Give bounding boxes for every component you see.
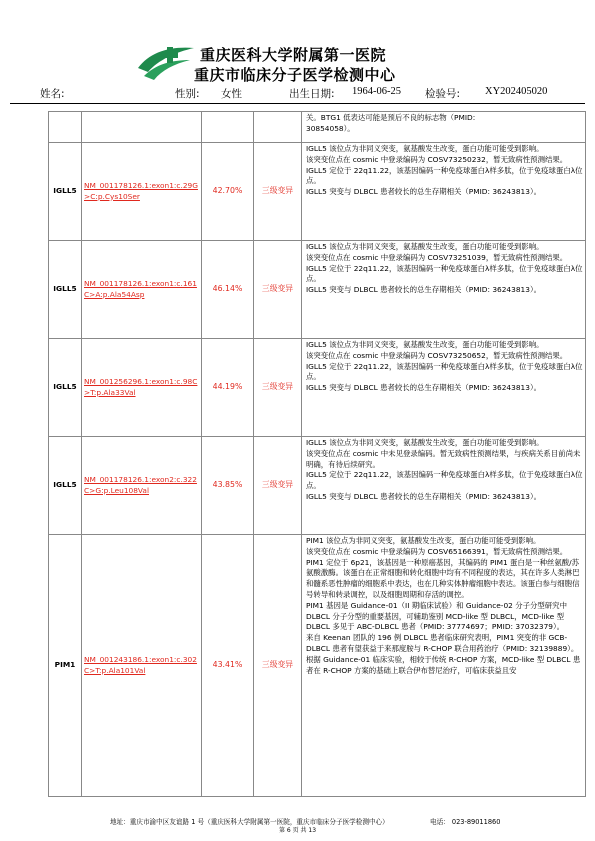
description-line: IGLL5 定位于 22q11.22，该基因编码一种免疫球蛋白λ样多肽，位于免疫球蛋白λ位点。 [306, 263, 583, 284]
table-row [49, 241, 586, 339]
description-cell [302, 339, 586, 437]
table-row [49, 143, 586, 241]
description-line: IGLL5 突变与 DLBCL 患者较长的总生存期相关（PMID: 36243813）。 [306, 285, 542, 295]
description-line: IGLL5 定位于 22q11.22，该基因编码一种免疫球蛋白λ样多肽，位于免疫球蛋白λ位点。 [306, 361, 583, 382]
center-name: 重庆市临床分子医学检测中心 [194, 66, 396, 84]
description-cell [302, 143, 586, 241]
mutation-text: NM_001178126.1:exon2:c.322C>G:p.Leu108Val [84, 475, 197, 495]
description-line: IGLL5 突变与 DLBCL 患者较长的总生存期相关（PMID: 36243813）。 [306, 491, 542, 501]
description-line: IGLL5 该位点为非同义突变，氨基酸发生改变，蛋白功能可能受到影响。 [306, 438, 544, 447]
dob-label: 出生日期: [289, 88, 335, 100]
description-line: IGLL5 该位点为非同义突变，氨基酸发生改变，蛋白功能可能受到影响。 [306, 340, 544, 349]
level-cell [254, 112, 302, 143]
description-cell [302, 112, 586, 143]
table-row [49, 535, 586, 797]
level-cell: 三级变异 [254, 143, 302, 241]
footer-phone: 电话： 023-89011860 [430, 818, 501, 826]
description-line: 该突变位点在 cosmic 中登录编码为 COSV73251039，暂无致病性预测结果。 [306, 252, 568, 262]
table-row [49, 437, 586, 535]
patient-info-bar [0, 86, 595, 102]
vaf-cell: 43.41% [202, 535, 254, 797]
level-cell: 三级变异 [254, 339, 302, 437]
mutation-cell [82, 112, 202, 143]
vaf-cell: 43.85% [202, 437, 254, 535]
description-line: PIM1 基因是 Guidance-01（II 期临床试验）和 Guidance-02 分子分型研究中 DLBCL 分子分型的重要基因，可辅助鉴别 MCD-like 型 DLBCL，MCD-like 型 DLBCL 多见于 ABC-DLBCL 患者（PMID: 37774697；PMID: 37032379）。 [306, 600, 567, 632]
table-row [49, 339, 586, 437]
mutation-cell [82, 143, 202, 241]
description-line: PIM1 该位点为非同义突变，氨基酸发生改变，蛋白功能可能受到影响。 [306, 536, 541, 545]
level-cell: 三级变异 [254, 535, 302, 797]
hospital-name: 重庆医科大学附属第一医院 [200, 46, 387, 64]
gene-cell: PIM1 [49, 535, 82, 797]
mutation-text: NM_001243186.1:exon1:c.302C>T:p.Ala101Val [84, 655, 197, 675]
description-line: IGLL5 定位于 22q11.22，该基因编码一种免疫球蛋白λ样多肽，位于免疫球蛋白λ位点。 [306, 470, 583, 491]
gene-cell: IGLL5 [49, 339, 82, 437]
mutation-text: NM_001178126.1:exon1:c.29G>C:p.Cys10Ser [84, 181, 198, 201]
mutation-cell [82, 437, 202, 535]
description-line: IGLL5 定位于 22q11.22，该基因编码一种免疫球蛋白λ样多肽，位于免疫球蛋白λ位点。 [306, 165, 583, 186]
level-cell: 三级变异 [254, 437, 302, 535]
description-line: IGLL5 该位点为非同义突变，氨基酸发生改变，蛋白功能可能受到影响。 [306, 242, 544, 251]
description-line: PIM1 定位于 6p21，该基因是一种原癌基因，其编码的 PIM1 蛋白是一种丝氨酸/苏氨酸激酶。该蛋白在正常细胞和转化细胞中均有不同程度的表达，其在许多人类淋巴和髓系恶性肿瘤的细胞系中表达，也在几种实体肿瘤细胞中表达。该蛋白参与细胞信号转导和转录调控，以及细胞周期和存活的调控。 [306, 557, 580, 599]
mutation-text: NM_001256296.1:exon1:c.98C>T:p.Ala33Val [84, 377, 198, 397]
description-line: 该突变位点在 cosmic 中登录编码为 COSV65166391，暂无致病性预测结果。 [306, 546, 568, 556]
description-line: IGLL5 突变与 DLBCL 患者较长的总生存期相关（PMID: 36243813）。 [306, 187, 542, 197]
mutation-table [48, 111, 586, 797]
mutation-cell [82, 535, 202, 797]
sex-label: 性别: [175, 88, 200, 100]
description-line: 该突变位点在 cosmic 中登录编码为 COSV73250652，暂无致病性预测结果。 [306, 350, 568, 360]
vaf-cell: 46.14% [202, 241, 254, 339]
gene-cell: IGLL5 [49, 241, 82, 339]
gene-cell: IGLL5 [49, 437, 82, 535]
id-value: XY202405020 [485, 86, 548, 97]
page-number: 第 6 页 共 13 [278, 827, 317, 834]
description-line: 该突变位点在 cosmic 中未见登录编码。暂无致病性预测结果，与疾病关系目前尚未明确，有待后续研究。 [306, 448, 581, 469]
description-cell [302, 437, 586, 535]
mutation-cell [82, 241, 202, 339]
name-label: 姓名: [40, 88, 65, 100]
description-cell [302, 535, 586, 797]
description-line: 该突变位点在 cosmic 中登录编码为 COSV73250232，暂无致病性预测结果。 [306, 154, 568, 164]
gene-cell [49, 112, 82, 143]
dob-value: 1964-06-25 [352, 86, 401, 97]
description-line: 来自 Keenan 团队的 196 例 DLBCL 患者临床研究表明，PIM1 突变的非 GCB-DLBCL 患者有望获益于来那度胺与 R-CHOP 联合用药治疗（PMID: 32139889）。根据 Guidance-01 临床实验，相较于传统 R-CHOP 方案，MCD-like 型 DLBCL 患者在 R-CHOP 方案的基础上联合伊布替尼治疗，可临床获益且安 [306, 633, 581, 675]
vaf-cell: 42.70% [202, 143, 254, 241]
footer-address: 地址：重庆市渝中区友谊路 1 号（重庆医科大学附属第一医院，重庆市临床分子医学检测中心） [110, 818, 389, 826]
header-divider [10, 103, 585, 104]
sex-value: 女性 [221, 88, 242, 100]
vaf-cell: 44.19% [202, 339, 254, 437]
hospital-logo [136, 38, 196, 84]
id-label: 检验号: [425, 88, 461, 100]
description-line: IGLL5 突变与 DLBCL 患者较长的总生存期相关（PMID: 36243813）。 [306, 383, 542, 393]
mutation-cell [82, 339, 202, 437]
report-header [0, 0, 595, 90]
mutation-text: NM_001178126.1:exon1:c.161C>A:p.Ala54Asp [84, 279, 197, 299]
table-row [49, 112, 586, 143]
description-cell [302, 241, 586, 339]
level-cell: 三级变异 [254, 241, 302, 339]
description-line: 30854058）。 [306, 123, 355, 133]
description-line: 关。BTG1 低表达可能是预后不良的标志物（PMID: [306, 113, 476, 122]
gene-cell: IGLL5 [49, 143, 82, 241]
description-line: IGLL5 该位点为非同义突变，氨基酸发生改变，蛋白功能可能受到影响。 [306, 144, 544, 153]
vaf-cell [202, 112, 254, 143]
